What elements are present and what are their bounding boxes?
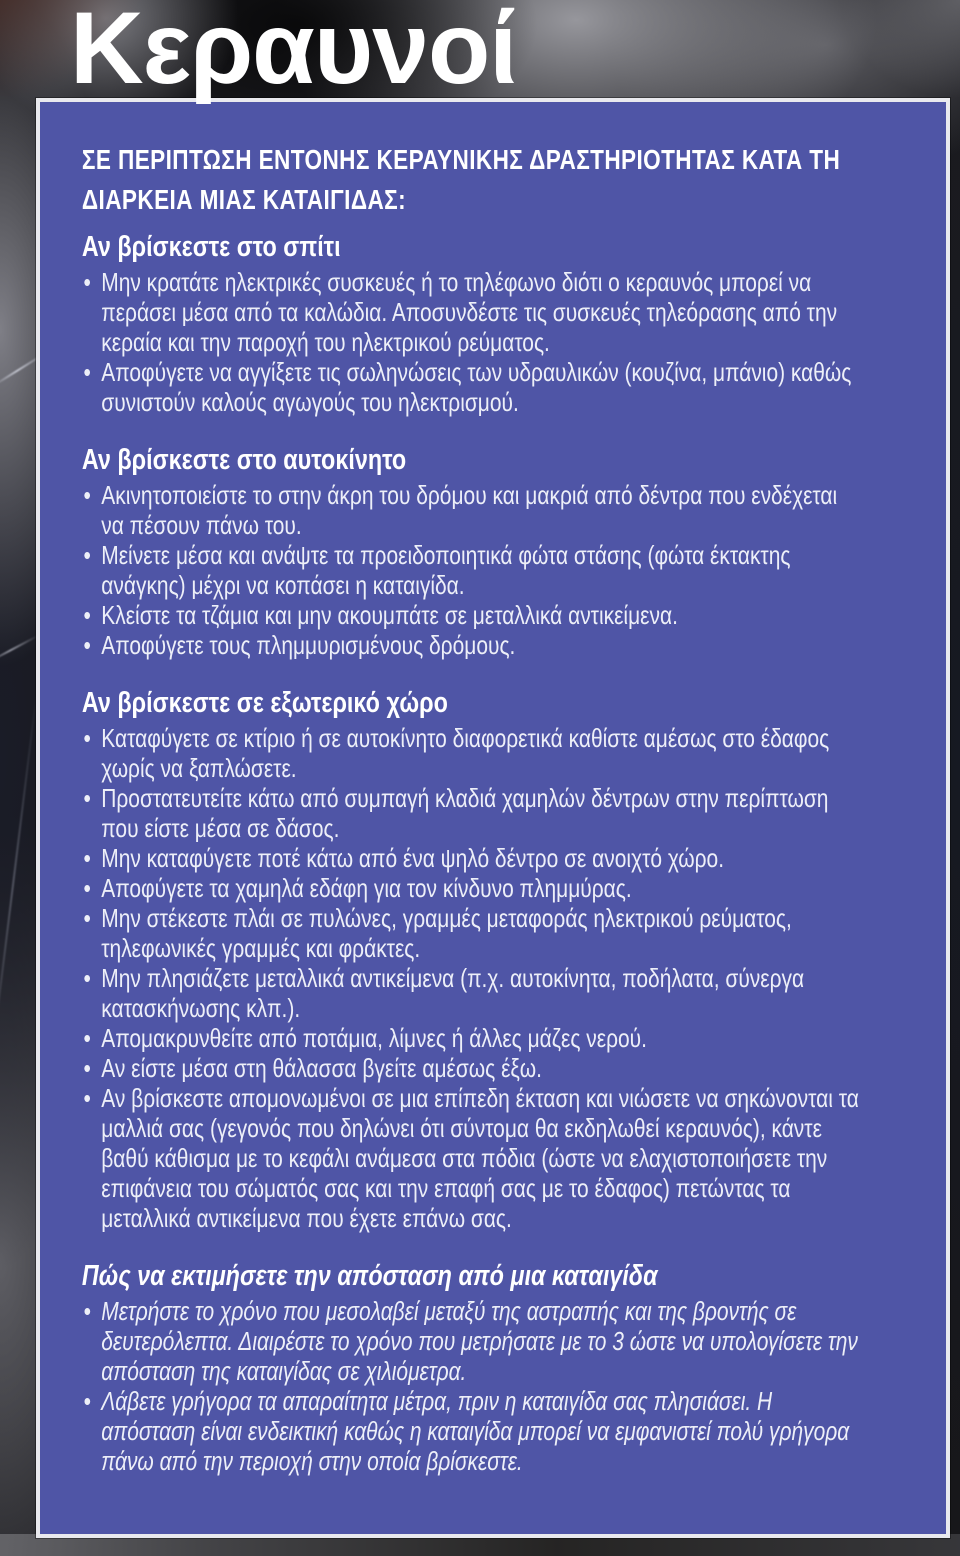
bullet-text: Καταφύγετε σε κτίριο ή σε αυτοκίνητο διαφορετικά καθίστε αμέσως στο έδαφος χωρίς να ξαπλώσετε. (101, 723, 830, 783)
section-heading: Αν βρίσκεστε στο σπίτι (81, 231, 341, 263)
bullet-list (82, 723, 862, 1233)
section-heading: Αν βρίσκεστε σε εξωτερικό χώρο (81, 687, 448, 719)
bullet-text: Κλείστε τα τζάμια και μην ακουμπάτε σε μεταλλικά αντικείμενα. (101, 600, 678, 630)
bullet-text: Αν βρίσκεστε απομονωμένοι σε μια επίπεδη έκταση και νιώσετε να σηκώνονται τα μαλλιά σας (γεγονός που δηλώνει ότι σύντομα θα εκδηλωθεί κεραυνός), κάντε βαθύ κάθισμα με το κεφάλι ανάμεσα στα πόδια (ώστε να ελαχιστοποιήσετε την επιφάνεια του σώματός σας και την επαφή σας με το έδαφος) πετώντας τα μεταλλικά αντικείμενα που έχετε επάνω σας. (101, 1083, 859, 1233)
page-title: Κεραυνοί (70, 0, 517, 105)
list-item (82, 357, 862, 417)
list-item (82, 600, 862, 630)
bullet-text: Αποφύγετε να αγγίξετε τις σωληνώσεις των υδραυλικών (κουζίνα, μπάνιο) καθώς συνιστούν καλούς αγωγούς του ηλεκτρισμού. (101, 357, 852, 417)
section-estimate-distance (82, 1259, 862, 1476)
bullet-text: Μείνετε μέσα και ανάψτε τα προειδοποιητικά φώτα στάσης (φώτα έκτακτης ανάγκης) μέχρι να κοπάσει η καταιγίδα. (101, 540, 791, 600)
lightning-streak-icon (0, 691, 38, 1078)
list-item (82, 1023, 862, 1053)
bullet-text: Αποφύγετε τα χαμηλά εδάφη για τον κίνδυνο πλημμύρας. (101, 873, 632, 903)
list-item (82, 480, 862, 540)
section-in-car (82, 443, 862, 660)
list-item (82, 723, 862, 783)
list-item (82, 843, 862, 873)
section-heading: Πώς να εκτιμήσετε την απόσταση από μια καταιγίδα (81, 1260, 658, 1292)
section-heading: Αν βρίσκεστε στο αυτοκίνητο (81, 444, 407, 476)
list-item (82, 873, 862, 903)
bullet-text: Προστατευτείτε κάτω από συμπαγή κλαδιά χαμηλών δέντρων στην περίπτωση που είστε μέσα σε δάσος. (101, 783, 829, 843)
bullet-text: Μην κρατάτε ηλεκτρικές συσκευές ή το τηλέφωνο διότι ο κεραυνός μπορεί να περάσει μέσα από τα καλώδια. Αποσυνδέστε τις συσκευές τηλεόρασης από την κεραία και την παροχή του ηλεκτρικού ρεύματος. (101, 267, 838, 357)
list-item (82, 1083, 862, 1233)
bullet-text: Μην στέκεστε πλάι σε πυλώνες, γραμμές μεταφοράς ηλεκτρικού ρεύματος, τηλεφωνικές γραμμές και φράκτες. (101, 903, 792, 963)
list-item (82, 630, 862, 660)
bullet-text: Μην καταφύγετε ποτέ κάτω από ένα ψηλό δέντρο σε ανοιχτό χώρο. (101, 843, 725, 873)
bullet-list (82, 267, 862, 417)
bullet-list (82, 480, 862, 660)
list-item (82, 903, 862, 963)
list-item (82, 1296, 862, 1386)
lightning-streak-icon (0, 635, 39, 664)
section-outdoors (82, 686, 862, 1233)
section-at-home (82, 230, 862, 417)
bullet-text: Αποφύγετε τους πλημμυρισμένους δρόμους. (101, 630, 516, 660)
bullet-list (82, 1296, 862, 1476)
list-item (82, 783, 862, 843)
list-item (82, 1053, 862, 1083)
list-item (82, 267, 862, 357)
bullet-text: Ακινητοποιείστε το στην άκρη του δρόμου και μακριά από δέντρα που ενδέχεται να πέσουν πάνω του. (101, 480, 838, 540)
bullet-text: Μην πλησιάζετε μεταλλικά αντικείμενα (π.χ. αυτοκίνητα, ποδήλατα, σύνεργα κατασκήνωσης κλπ.). (101, 963, 805, 1023)
bullet-text: Μετρήστε το χρόνο που μεσολαβεί μεταξύ της αστραπής και της βροντής σε δευτερόλεπτα. Διαιρέστε το χρόνο που μετρήσατε με το 3 ώστε να υπολογίσετε την απόσταση της καταιγίδας σε χιλιόμετρα. (101, 1296, 858, 1386)
list-item (82, 963, 862, 1023)
panel-content (40, 102, 862, 1476)
list-item (82, 1386, 862, 1476)
list-item (82, 540, 862, 600)
bullet-text: Αν είστε μέσα στη θάλασσα βγείτε αμέσως έξω. (101, 1053, 542, 1083)
info-panel (36, 98, 950, 1538)
bullet-text: Απομακρυνθείτε από ποτάμια, λίμνες ή άλλες μάζες νερού. (101, 1023, 647, 1053)
bullet-text: Λάβετε γρήγορα τα απαραίτητα μέτρα, πριν η καταιγίδα σας πλησιάσει. Η απόσταση είναι ενδεικτική καθώς η καταιγίδα μπορεί να εμφανιστεί πολύ γρήγορα πάνω από την περιοχή στην οποία βρίσκεστε. (101, 1386, 850, 1476)
intro-heading: ΣΕ ΠΕΡΙΠΤΩΣΗ ΕΝΤΟΝΗΣ ΚΕΡΑΥΝΙΚΗΣ ΔΡΑΣΤΗΡΙΟΤΗΤΑΣ ΚΑΤΑ ΤΗ ΔΙΑΡΚΕΙΑ ΜΙΑΣ ΚΑΤΑΙΓΙΔΑΣ: (81, 144, 841, 215)
